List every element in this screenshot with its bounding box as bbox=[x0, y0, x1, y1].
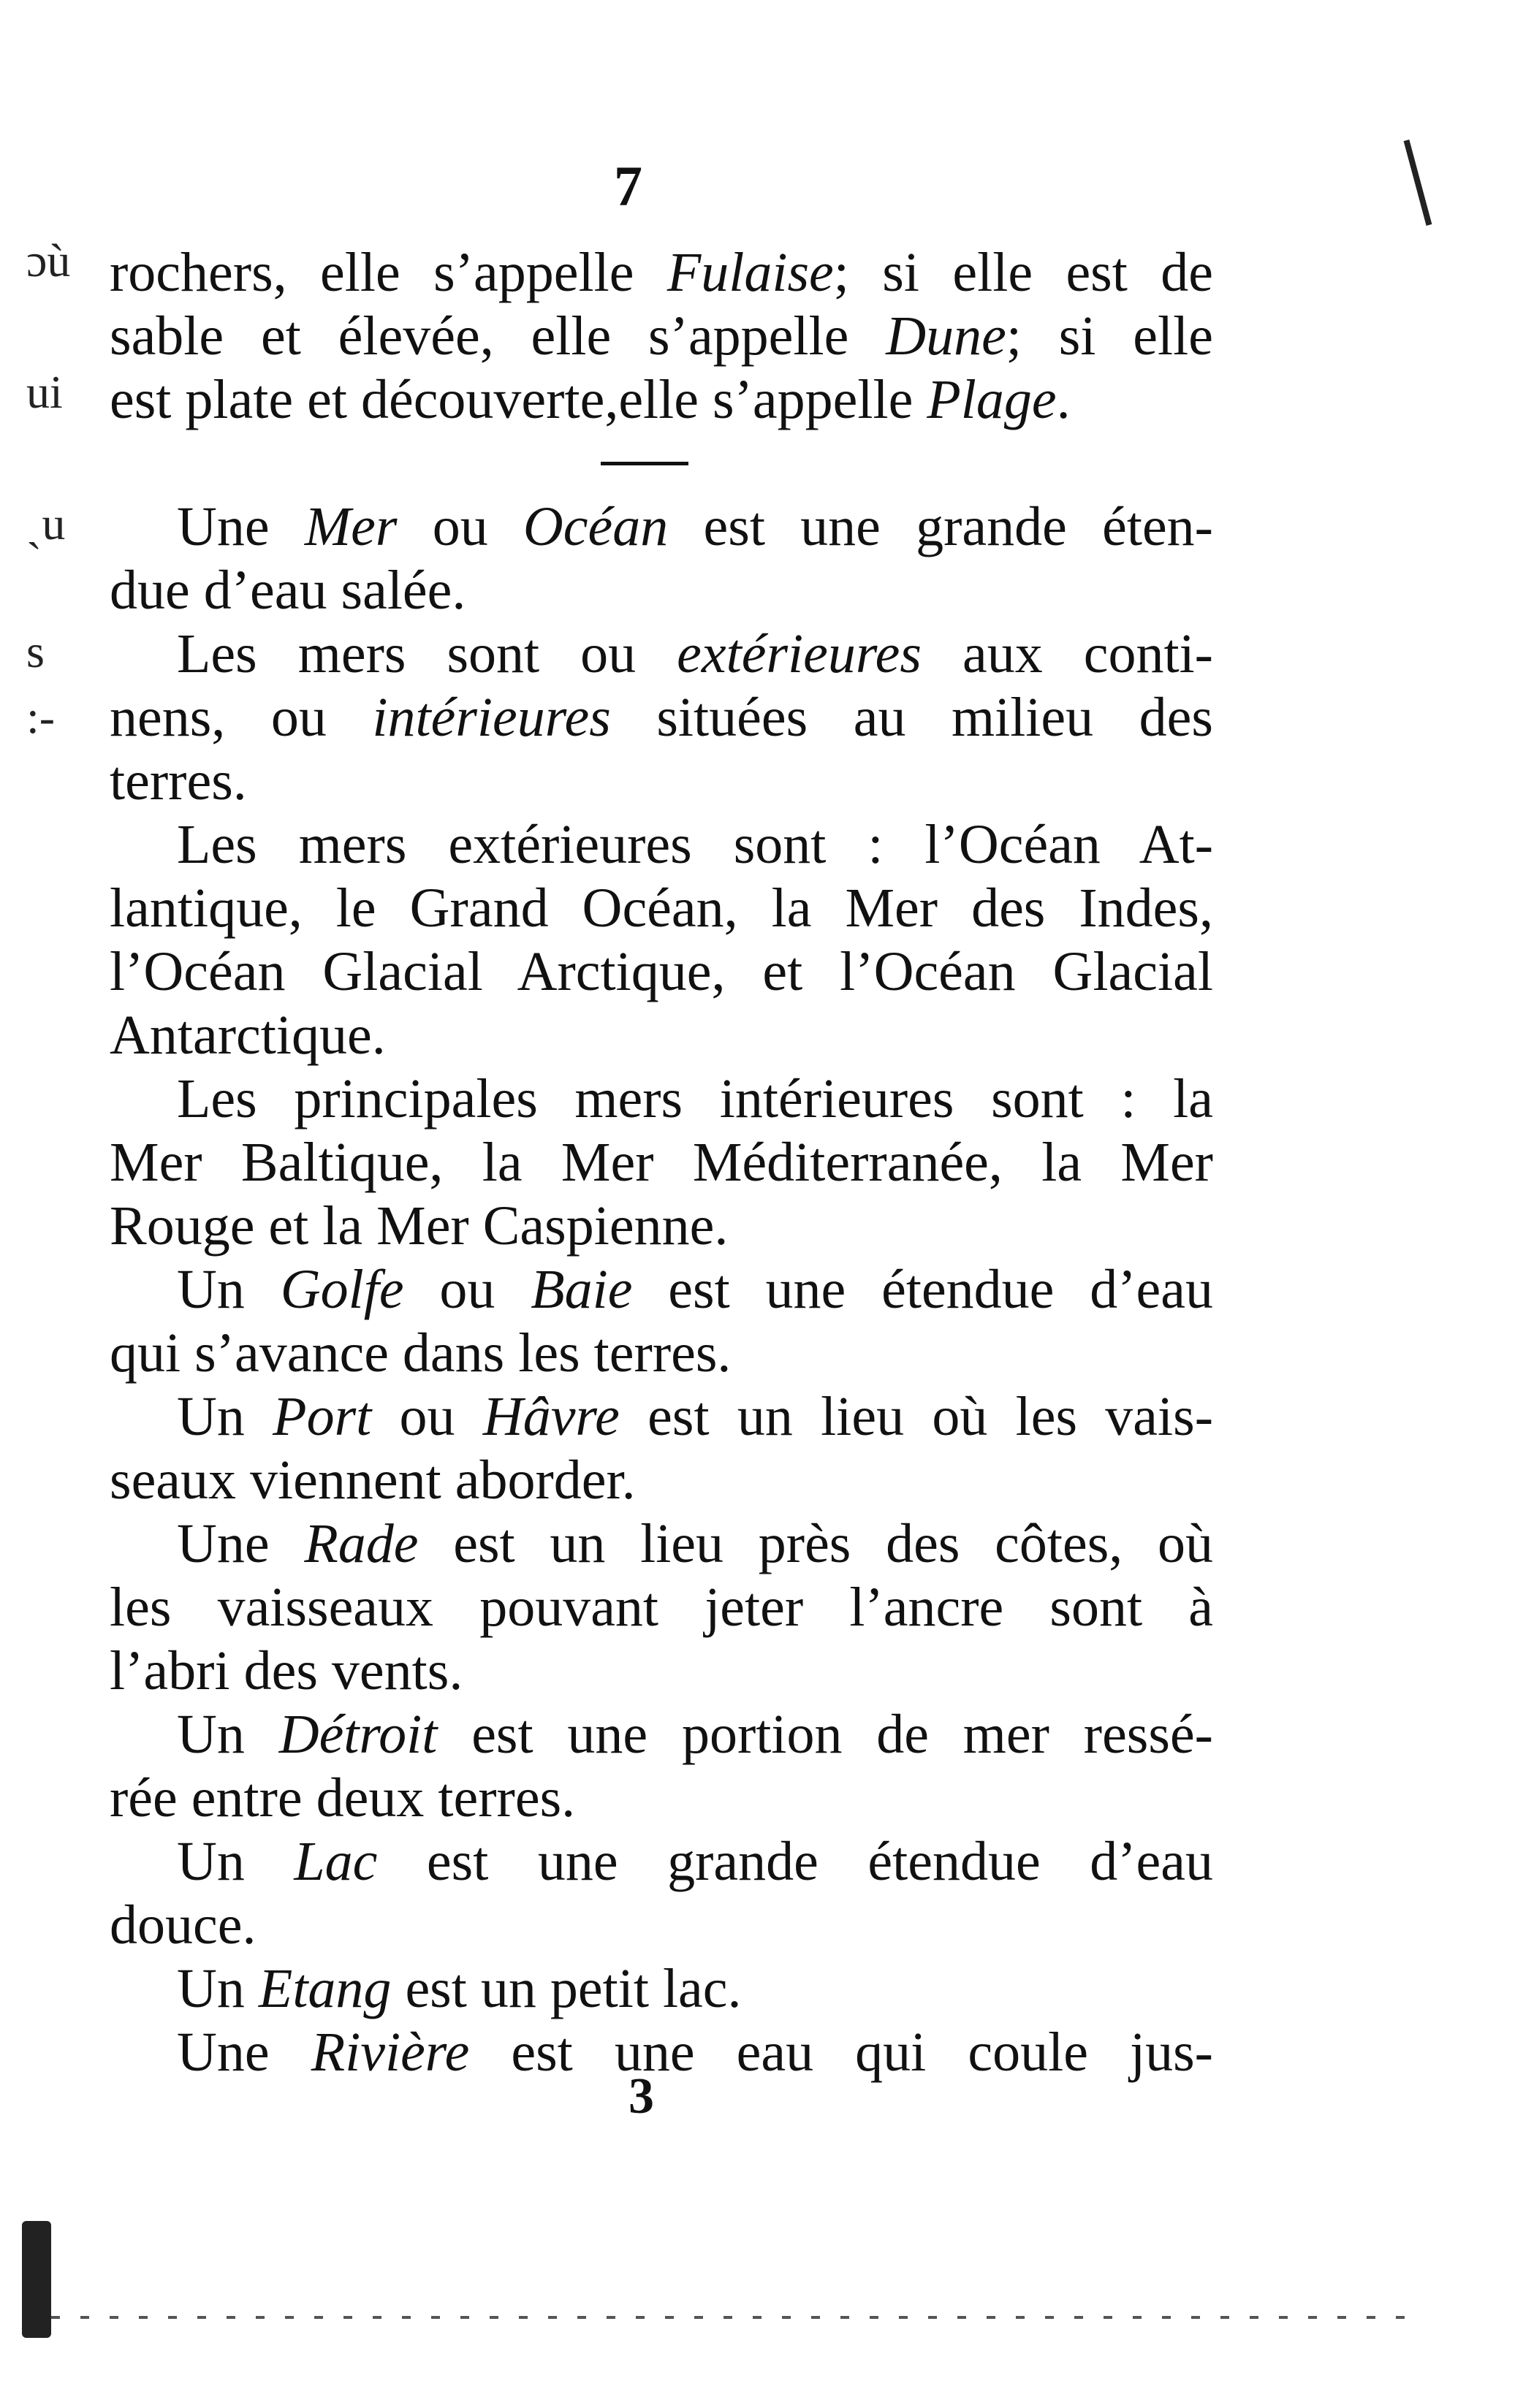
text-line bbox=[110, 495, 1213, 559]
text-line bbox=[110, 1385, 1213, 1449]
italic-term: Golfe bbox=[280, 1259, 404, 1320]
text-run: rochers, elle s’appelle bbox=[110, 242, 667, 303]
text-line bbox=[110, 368, 1213, 432]
text-line bbox=[110, 1322, 1213, 1385]
text-run: . bbox=[1056, 369, 1071, 430]
text-run: ou bbox=[403, 1259, 531, 1320]
margin-fragment: ui bbox=[26, 366, 63, 418]
text-run: est un lieu près des côtes, où bbox=[418, 1513, 1213, 1574]
italic-term: Fulaise bbox=[666, 242, 834, 303]
italic-term: Rivière bbox=[311, 2022, 470, 2083]
italic-term: Etang bbox=[258, 1958, 392, 2019]
italic-term: Détroit bbox=[278, 1704, 438, 1765]
margin-fragment: ɔù bbox=[26, 235, 71, 286]
text-run: les vaisseaux pouvant jeter l’ancre sont à bbox=[110, 1577, 1213, 1638]
text-run: douce. bbox=[110, 1894, 257, 1956]
italic-term: Dune bbox=[886, 305, 1006, 367]
text-run: Rouge et la Mer Caspienne. bbox=[110, 1195, 729, 1257]
text-line bbox=[110, 686, 1213, 750]
text-run: qui s’avance dans les terres. bbox=[110, 1322, 732, 1384]
text-run: est une grande étendue d’eau bbox=[377, 1831, 1213, 1892]
text-run: Mer Baltique, la Mer Méditerranée, la Mer bbox=[110, 1132, 1213, 1193]
italic-term: Mer bbox=[304, 496, 398, 557]
text-line bbox=[110, 1512, 1213, 1576]
margin-fragment: :- bbox=[26, 691, 56, 743]
text-run: est plate et découverte,elle s’appelle bbox=[110, 369, 927, 430]
text-run: rée entre deux terres. bbox=[110, 1767, 576, 1829]
text-line bbox=[110, 1576, 1213, 1639]
margin-fragment: ˏu bbox=[26, 498, 66, 549]
text-line bbox=[110, 1767, 1213, 1830]
italic-term: intérieures bbox=[372, 687, 611, 748]
text-line bbox=[110, 750, 1213, 813]
text-run: Un bbox=[177, 1958, 259, 2019]
text-line bbox=[110, 559, 1213, 622]
signature-mark: 3 bbox=[628, 2068, 654, 2125]
text-run: ou bbox=[397, 496, 523, 557]
text-run: Un bbox=[177, 1386, 273, 1447]
text-line bbox=[110, 940, 1213, 1004]
text-run: Les mers extérieures sont : l’Océan At- bbox=[177, 814, 1213, 875]
text-run: Une bbox=[177, 2022, 311, 2083]
italic-term: Rade bbox=[304, 1513, 419, 1574]
text-line bbox=[110, 1830, 1213, 1894]
scan-edge-noise bbox=[22, 2316, 1410, 2319]
text-line bbox=[110, 1067, 1213, 1131]
italic-term: Baie bbox=[531, 1259, 633, 1320]
body-text bbox=[110, 241, 1213, 2084]
text-run: l’Océan Glacial Arctique, et l’Océan Glacial bbox=[110, 941, 1213, 1002]
text-run: est un lieu où les vais- bbox=[619, 1386, 1214, 1447]
text-run: Un bbox=[177, 1831, 295, 1892]
text-run: l’abri des vents. bbox=[110, 1640, 463, 1702]
text-run: Un bbox=[177, 1704, 279, 1765]
text-run: seaux viennent aborder. bbox=[110, 1449, 636, 1511]
text-run: est une eau qui coule jus- bbox=[469, 2022, 1213, 2083]
text-line bbox=[110, 1639, 1213, 1703]
text-line bbox=[110, 1703, 1213, 1767]
text-run: lantique, le Grand Océan, la Mer des Indes, bbox=[110, 877, 1213, 939]
text-run: Les mers sont ou bbox=[177, 623, 677, 685]
binding-shadow bbox=[22, 2221, 51, 2338]
text-line bbox=[110, 2021, 1213, 2084]
text-line bbox=[110, 1894, 1213, 1957]
text-run: situées au milieu des bbox=[610, 687, 1213, 748]
text-run: terres. bbox=[110, 750, 247, 812]
text-line bbox=[110, 877, 1213, 940]
italic-term: extérieures bbox=[677, 623, 922, 685]
text-run: aux conti- bbox=[921, 623, 1213, 685]
text-line bbox=[110, 622, 1213, 686]
text-run: Les principales mers intérieures sont : la bbox=[177, 1068, 1213, 1129]
italic-term: Océan bbox=[523, 496, 669, 557]
text-line bbox=[110, 813, 1213, 877]
text-run: ou bbox=[371, 1386, 483, 1447]
text-line bbox=[110, 1131, 1213, 1195]
text-line bbox=[110, 241, 1213, 305]
text-line bbox=[110, 1195, 1213, 1258]
text-line bbox=[110, 1957, 1213, 2021]
text-run: Un bbox=[177, 1259, 281, 1320]
text-run: est un petit lac. bbox=[391, 1958, 742, 2019]
margin-fragment: s bbox=[26, 625, 45, 677]
italic-term: Lac bbox=[294, 1831, 378, 1892]
italic-term: Port bbox=[273, 1386, 372, 1447]
text-run: due d’eau salée. bbox=[110, 560, 466, 621]
text-run: Une bbox=[177, 496, 305, 557]
text-run: sable et élevée, elle s’appelle bbox=[110, 305, 886, 367]
page-edge-mark bbox=[1404, 140, 1432, 226]
text-run: Une bbox=[177, 1513, 305, 1574]
text-run: est une grande éten- bbox=[668, 496, 1213, 557]
text-line bbox=[110, 305, 1213, 368]
text-run: ; si elle est de bbox=[833, 242, 1213, 303]
text-run: est une portion de mer ressé- bbox=[437, 1704, 1213, 1765]
text-run: nens, ou bbox=[110, 687, 373, 748]
italic-term: Hâvre bbox=[482, 1386, 620, 1447]
text-line bbox=[110, 1004, 1213, 1067]
italic-term: Plage bbox=[927, 369, 1057, 430]
text-line bbox=[110, 1258, 1213, 1322]
page-number: 7 bbox=[614, 154, 642, 218]
text-run: Antarctique. bbox=[110, 1005, 386, 1066]
text-run: est une étendue d’eau bbox=[632, 1259, 1213, 1320]
text-run: ; si elle bbox=[1006, 305, 1213, 367]
text-line bbox=[110, 1449, 1213, 1512]
